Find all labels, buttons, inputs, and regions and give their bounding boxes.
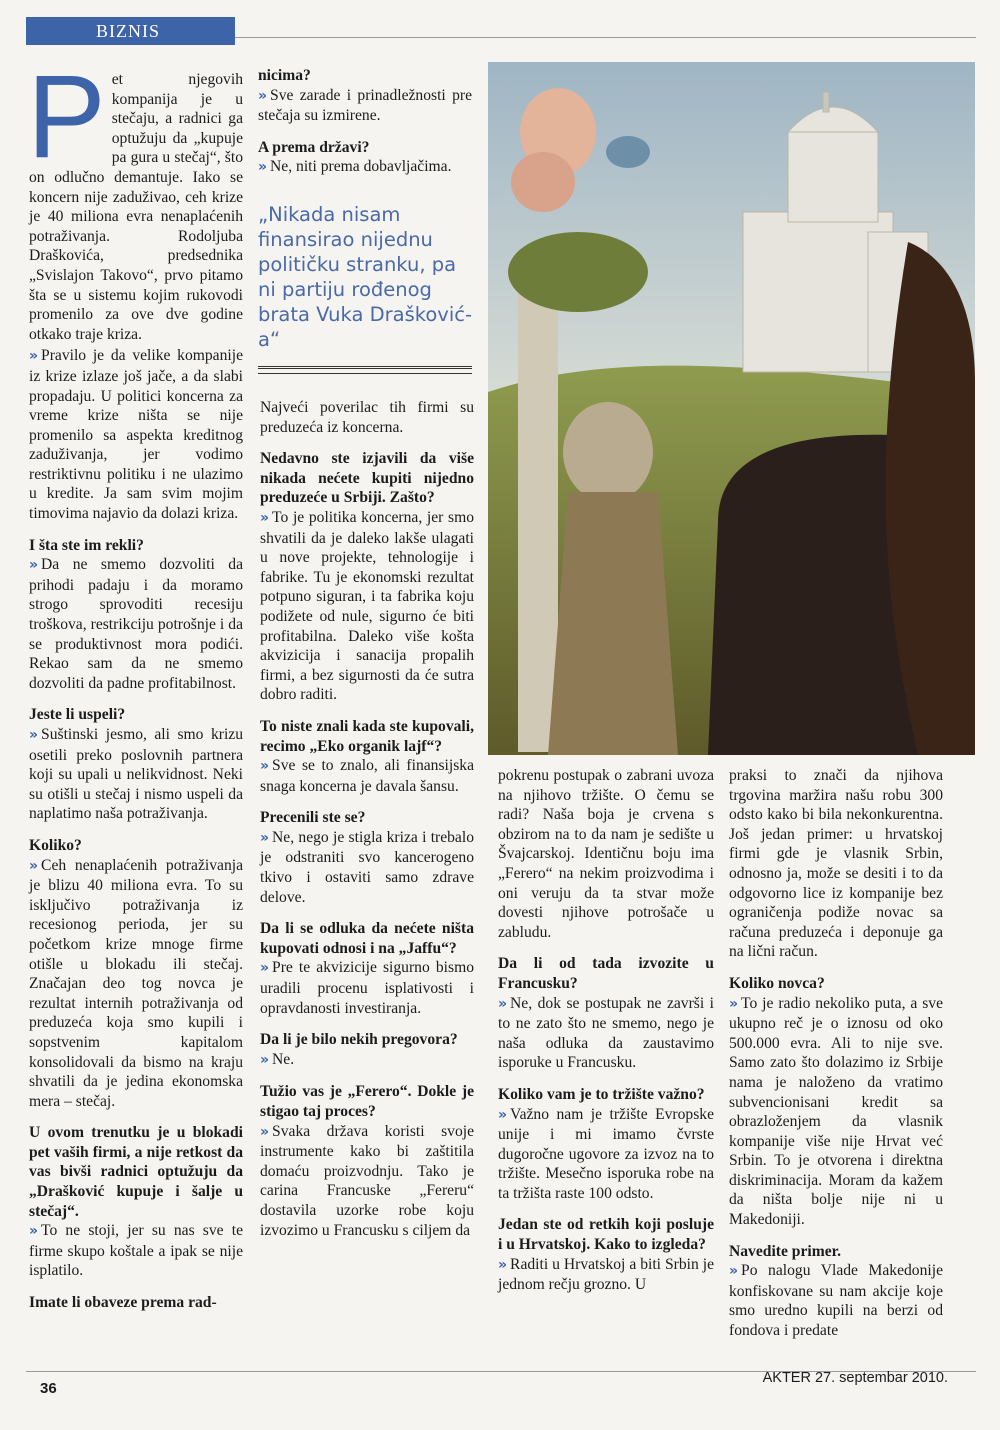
question: nicima?	[258, 67, 311, 84]
page-number: 36	[40, 1380, 57, 1397]
section-label: BIZNIS	[26, 17, 235, 45]
paragraph: Najveći poverilac tih firmi su preduzeća iz koncerna.	[260, 399, 474, 436]
answer-arrow-icon: »	[498, 1106, 508, 1123]
answer: » To je radio nekoliko puta, a sve ukupno reč je o iznosu od oko 500.000 evra. Ali to nije sve. Samo zato što dolazimo iz Srbije nama je naloženo da vratimo subvencionisani kredit sa obrazloženjem da vlasnik kompanije više nije Hrvat već Srbin. To je otvorena i direktna diskriminacija. Moram da kažem da ništa bolje nije ni u Makedoniji.	[729, 994, 943, 1229]
question: Tužio vas je „Ferero“. Dokle je stigao taj proces?	[260, 1083, 474, 1120]
column-3	[498, 766, 714, 1307]
answer: » Ne, dok se postupak ne završi i to ne zato što ne smemo, nego je naša odluka da zaustavimo isporuke u Francusku.	[498, 994, 714, 1072]
top-rule	[235, 37, 976, 38]
question: Da li od tada izvozite u Francusku?	[498, 955, 714, 992]
question: Navedite primer.	[729, 1242, 842, 1260]
answer: » Važno nam je tržište Evropske unije i mi imamo čvrste dugoročne ugovore za izvoz na to tržište. Mesečno isporuka robe na ta tržišta raste 100 odsto.	[498, 1105, 714, 1202]
answer: » Sve se to znalo, ali finansijska snaga koncerna je davala šansu.	[260, 757, 474, 795]
answer: » Ne.	[260, 1050, 295, 1068]
answer: » Pre te akvizicije sigurno bismo uradili procenu isplativosti i opravdanosti investiranja.	[260, 959, 474, 1017]
question: Precenili ste se?	[260, 809, 366, 827]
answer: » To ne stoji, jer su nas sve te firme skupo koštale a ipak se nije isplatilo.	[29, 1222, 243, 1280]
answer-arrow-icon: »	[498, 1256, 508, 1273]
answer-arrow-icon: »	[260, 1123, 270, 1140]
interview-photo	[488, 62, 975, 755]
pull-quote-rule-thin	[258, 373, 472, 374]
intro-paragraph: Pet njegovih kompanija je u stečaju, a radnici ga optužuju da „kupuje pa gura u stečaj“, što on odlučno demantuje. Iako se koncern nije zaduživao, ceh krize je 40 miliona evra nenaplaćenih potraživanja. Rodoljuba Draškovića, predsednika „Svislajon Takovo“, prvo pitamo šta se u sistemu kojim rukovodi promenilo za ove dve godine otkako traje kriza.	[27, 51, 243, 343]
magazine-name: AKTER	[762, 1370, 811, 1386]
answer-arrow-icon: »	[29, 857, 39, 874]
answer: » Pravilo je da velike kompanije iz krize izlaze još jače, a da slabi propadaju. U politici koncerna za vreme krize ništa se nije promenilo sa aspekta kreditnog zaduživanja, jer vodimo restriktivnu politiku i ne ulazimo u kredite. Ja sam svim mojim timovima najavio da dolazi kriza.	[29, 347, 243, 523]
question: Nedavno ste izjavili da više nikada nećete kupiti nijedno preduzeće u Srbiji. Zašto?	[260, 450, 474, 507]
drop-cap: P	[27, 51, 106, 183]
answer: » To je politika koncerna, jer smo shvatili da je daleko lakše ulagati u nove projekte, tehnologije i fabrike. Tu je ekonomski rezultat potpuno siguran, i ta fabrika koju podižete od nule, sigurno će biti profitabilna. Daleko više košta akvizicija i sanacija propalih firmi, a bez sigurnosti da će sutra dobro raditi.	[260, 508, 474, 704]
question: Imate li obaveze prema rad-	[29, 1294, 217, 1312]
question: Jeste li uspeli?	[29, 706, 126, 724]
answer-arrow-icon: »	[260, 960, 270, 977]
footer-issue	[763, 1370, 948, 1386]
column-4	[729, 766, 943, 1353]
question: I šta ste im rekli?	[29, 536, 144, 554]
answer-arrow-icon: »	[260, 509, 270, 526]
answer-arrow-icon: »	[29, 557, 39, 574]
question: Koliko vam je to tržište važno?	[498, 1085, 705, 1103]
answer-arrow-icon: »	[29, 1223, 39, 1240]
answer: » Ne, nego je stigla kriza i trebalo je odstraniti svo kancerogeno tkivo i ostaviti samo zdrave delove.	[260, 828, 474, 906]
question: Koliko novca?	[729, 974, 825, 992]
answer-arrow-icon: »	[260, 829, 270, 846]
column-2-top	[258, 66, 472, 190]
answer-arrow-icon: »	[258, 159, 268, 176]
answer-arrow-icon: »	[729, 995, 739, 1012]
column-2-bottom	[260, 398, 474, 1252]
question: To niste znali kada ste kupovali, recimo „Eko organik lajf“?	[260, 717, 474, 755]
answer-arrow-icon: »	[29, 727, 39, 743]
question: Da li se odluka da nećete ništa kupovati odnosi i na „Jaffu“?	[260, 920, 474, 957]
question: Jedan ste od retkih koji posluje i u Hrvatskoj. Kako to izgleda?	[498, 1216, 714, 1254]
answer-arrow-icon: »	[260, 1051, 270, 1068]
answer-arrow-icon: »	[260, 758, 270, 775]
question: U ovom trenutku je u blokadi pet vaših firmi, a nije retkost da vas bivši radnici optužuju da „Drašković kupuje i šalje u stečaj“.	[29, 1124, 243, 1220]
answer: » Po nalogu Vlade Makedonije konfiskovane su nam akcije koje smo uredno kupili na berzi od fondova i predate	[729, 1262, 943, 1340]
answer: » Ceh nenaplaćenih potraživanja je blizu 40 miliona evra. To su isključivo potraživanja iz recesionog perioda, jer su početkom krize mnoge firme otišle u blokadu ili stečaj. Značajan deo tog novca je rezultat internih potraživanja od preduzeća koja smo kupili i sopstvenim kapitalom konsolidovali da bismo na kraju shvatili da je jedina ekonomska mera – stečaj.	[29, 856, 243, 1110]
answer: » Da ne smemo dozvoliti da prihodi padaju i da moramo strogo sprovoditi recesiju troškova, restrikciju potrošnje i da se produktivnost mora podići. Rekao sam da ne smemo dozvoliti da padne profitabilnost.	[29, 556, 243, 692]
question: A prema državi?	[258, 138, 370, 156]
pull-quote: „Nikada nisam finansirao nijednu političku stranku, pa ni partiju rođenog brata Vuka Draškovića“	[258, 203, 473, 351]
answer: » Suštinski jesmo, ali smo krizu osetili preko poslovnih partnera koji su upali u nelikvidnost. Neki su otišli u stečaj i nismo uspeli da naplatimo naša potraživanja.	[29, 726, 243, 823]
answer-arrow-icon: »	[258, 87, 268, 104]
question: Da li je bilo nekih pregovora?	[260, 1031, 458, 1049]
question: Koliko?	[29, 836, 82, 854]
answer: » Raditi u Hrvatskoj a biti Srbin je jednom rečju grozno. U	[498, 1255, 714, 1294]
answer: » Sve zarade i prinadležnosti pre stečaja su izmirene.	[258, 86, 472, 125]
answer: » Svaka država koristi svoje instrumente kako bi zaštitila domaću proizvodnju. Tako je carina Francuske „Fereru“ dostavila uzorke robe koju izvozimo u Francusku s ciljem da	[260, 1122, 474, 1239]
answer: » Ne, niti prema dobavljačima.	[258, 158, 452, 176]
answer-arrow-icon: »	[29, 348, 39, 365]
column-1	[27, 51, 243, 1313]
answer-arrow-icon: »	[498, 995, 508, 1012]
answer-arrow-icon: »	[729, 1263, 739, 1280]
paragraph: praksi to znači da njihova trgovina maržira našu robu 300 odsto kako bi bila nekonkurentna. Još jedan primer: u hrvatskoj firmi gde je vlasnik Srbin, odnosno ja, može se desiti i to da odgovorno lice iz kompanije bez ograničenja podiže novac sa računa preduzeća i deponuje ga na lični račun.	[729, 767, 943, 961]
pull-quote-rule	[258, 366, 472, 372]
issue-date: 27. septembar 2010.	[814, 1370, 948, 1386]
painting-illustration	[488, 62, 975, 755]
paragraph: pokrenu postupak o zabrani uvoza na njihovo tržište. O čemu se radi? Naša boja je crvena s obzirom na to da nam je sedište u Švajcarskoj. Identičnu boju ima „Ferero“ na nekim proizvodima i oni veruju da ta stvar može dovesti njihove potrošače u zabludu.	[498, 767, 714, 941]
